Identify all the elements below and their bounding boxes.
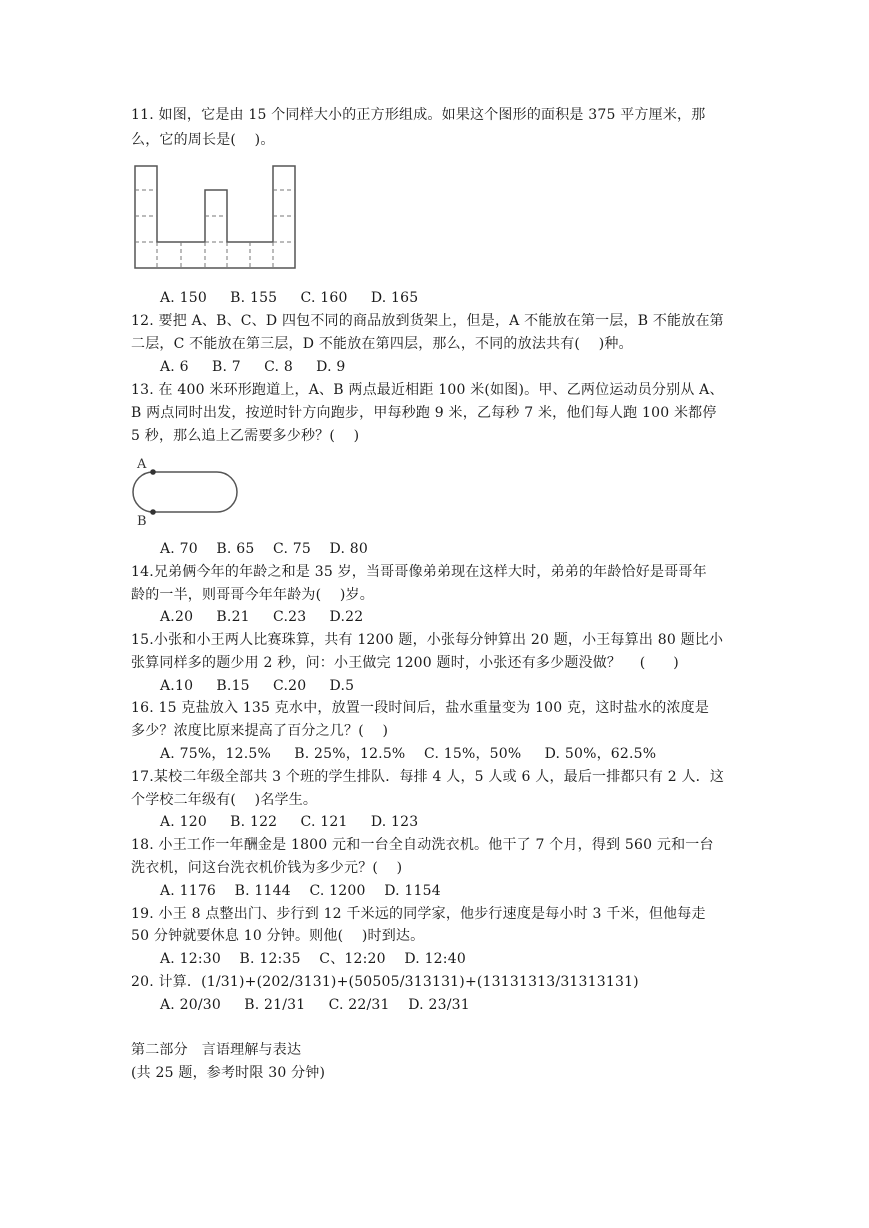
q14-options: A.20 B.21 C.23 D.22 [160, 609, 364, 625]
q13-text-line1: 13. 在 400 米环形跑道上，A、B 两点最近相距 100 米(如图)。甲、乙两位运动员分别从 A、 [131, 382, 724, 398]
q15-text-line2: 张算同样多的题少用 2 秒，问：小王做完 1200 题时，小张还有多少题没做？ ( ) [131, 655, 679, 671]
point-a-dot [150, 469, 156, 475]
q11-options: A. 150 B. 155 C. 160 D. 165 [160, 290, 419, 306]
section-note: (共 25 题，参考时限 30 分钟) [131, 1065, 326, 1081]
q17-text-line1: 17.某校二年级全部共 3 个班的学生排队．每排 4 人，5 人或 6 人，最后一排都只有 2 人．这 [131, 769, 725, 785]
q14-text-line1: 14.兄弟俩今年的年龄之和是 35 岁，当哥哥像弟弟现在这样大时，弟弟的年龄恰好是哥哥年 [131, 564, 707, 580]
point-b-dot [150, 509, 156, 515]
q16-options: A. 75%，12.5% B. 25%，12.5% C. 15%，50% D. 50%，62.5% [160, 746, 657, 762]
q12-text-line1: 12. 要把 A、B、C、D 四包不同的商品放到货架上，但是，A 不能放在第一层，B 不能放在第 [131, 313, 724, 329]
square-shape-figure [131, 160, 299, 272]
track-figure [131, 452, 243, 530]
q12-text-line2: 二层，C 不能放在第三层，D 不能放在第四层，那么，不同的放法共有( )种。 [131, 336, 633, 352]
q16-text-line1: 16. 15 克盐放入 135 克水中，放置一段时间后，盐水重量变为 100 克，这时盐水的浓度是 [131, 700, 710, 716]
q17-text-line2: 个学校二年级有( )名学生。 [131, 792, 318, 808]
q19-text-line1: 19. 小王 8 点整出门、步行到 12 千米远的同学家，他步行速度是每小时 3 千米，但他每走 [131, 906, 706, 922]
q16-text-line2: 多少？浓度比原来提高了百分之几？( ) [131, 723, 389, 739]
q20-text-line1: 20. 计算．(1/31)+(202/3131)+(50505/313131)+(13131313/31313131) [131, 974, 639, 990]
q13-text-line2: B 两点同时出发，按逆时针方向跑步，甲每秒跑 9 米，乙每秒 7 米，他们每人跑 100 米都停 [131, 405, 717, 421]
point-a-label: A [137, 457, 147, 472]
point-b-label: B [137, 514, 147, 529]
q18-options: A. 1176 B. 1144 C. 1200 D. 1154 [160, 883, 441, 899]
track-outline [133, 472, 237, 512]
q15-options: A.10 B.15 C.20 D.5 [160, 678, 355, 694]
q20-options: A. 20/30 B. 21/31 C. 22/31 D. 23/31 [160, 997, 470, 1013]
q19-options: A. 12:30 B. 12:35 C、12:20 D. 12:40 [160, 951, 466, 967]
q18-text-line2: 洗衣机，问这台洗衣机价钱为多少元？( ) [131, 860, 403, 876]
figure-outline [135, 166, 295, 268]
q15-text-line1: 15.小张和小王两人比赛珠算，共有 1200 题，小张每分钟算出 20 题，小王每算出 80 题比小 [131, 632, 724, 648]
q19-text-line2: 50 分钟就要休息 10 分钟。则他( )时到达。 [131, 928, 425, 944]
q12-options: A. 6 B. 7 C. 8 D. 9 [160, 359, 346, 375]
q11-text-line2: 么，它的周长是( )。 [131, 132, 275, 148]
q13-text-line3: 5 秒，那么追上乙需要多少秒？( ) [131, 428, 360, 444]
q18-text-line1: 18. 小王工作一年酬金是 1800 元和一台全自动洗衣机。他干了 7 个月，得到 560 元和一台 [131, 837, 714, 853]
q14-text-line2: 龄的一半，则哥哥今年年龄为( )岁。 [131, 587, 374, 603]
q17-options: A. 120 B. 122 C. 121 D. 123 [160, 814, 419, 830]
q11-text-line1: 11. 如图，它是由 15 个同样大小的正方形组成。如果这个图形的面积是 375 平方厘米，那 [131, 107, 706, 123]
section-title: 第二部分 言语理解与表达 [131, 1042, 302, 1058]
q13-options: A. 70 B. 65 C. 75 D. 80 [160, 541, 368, 557]
